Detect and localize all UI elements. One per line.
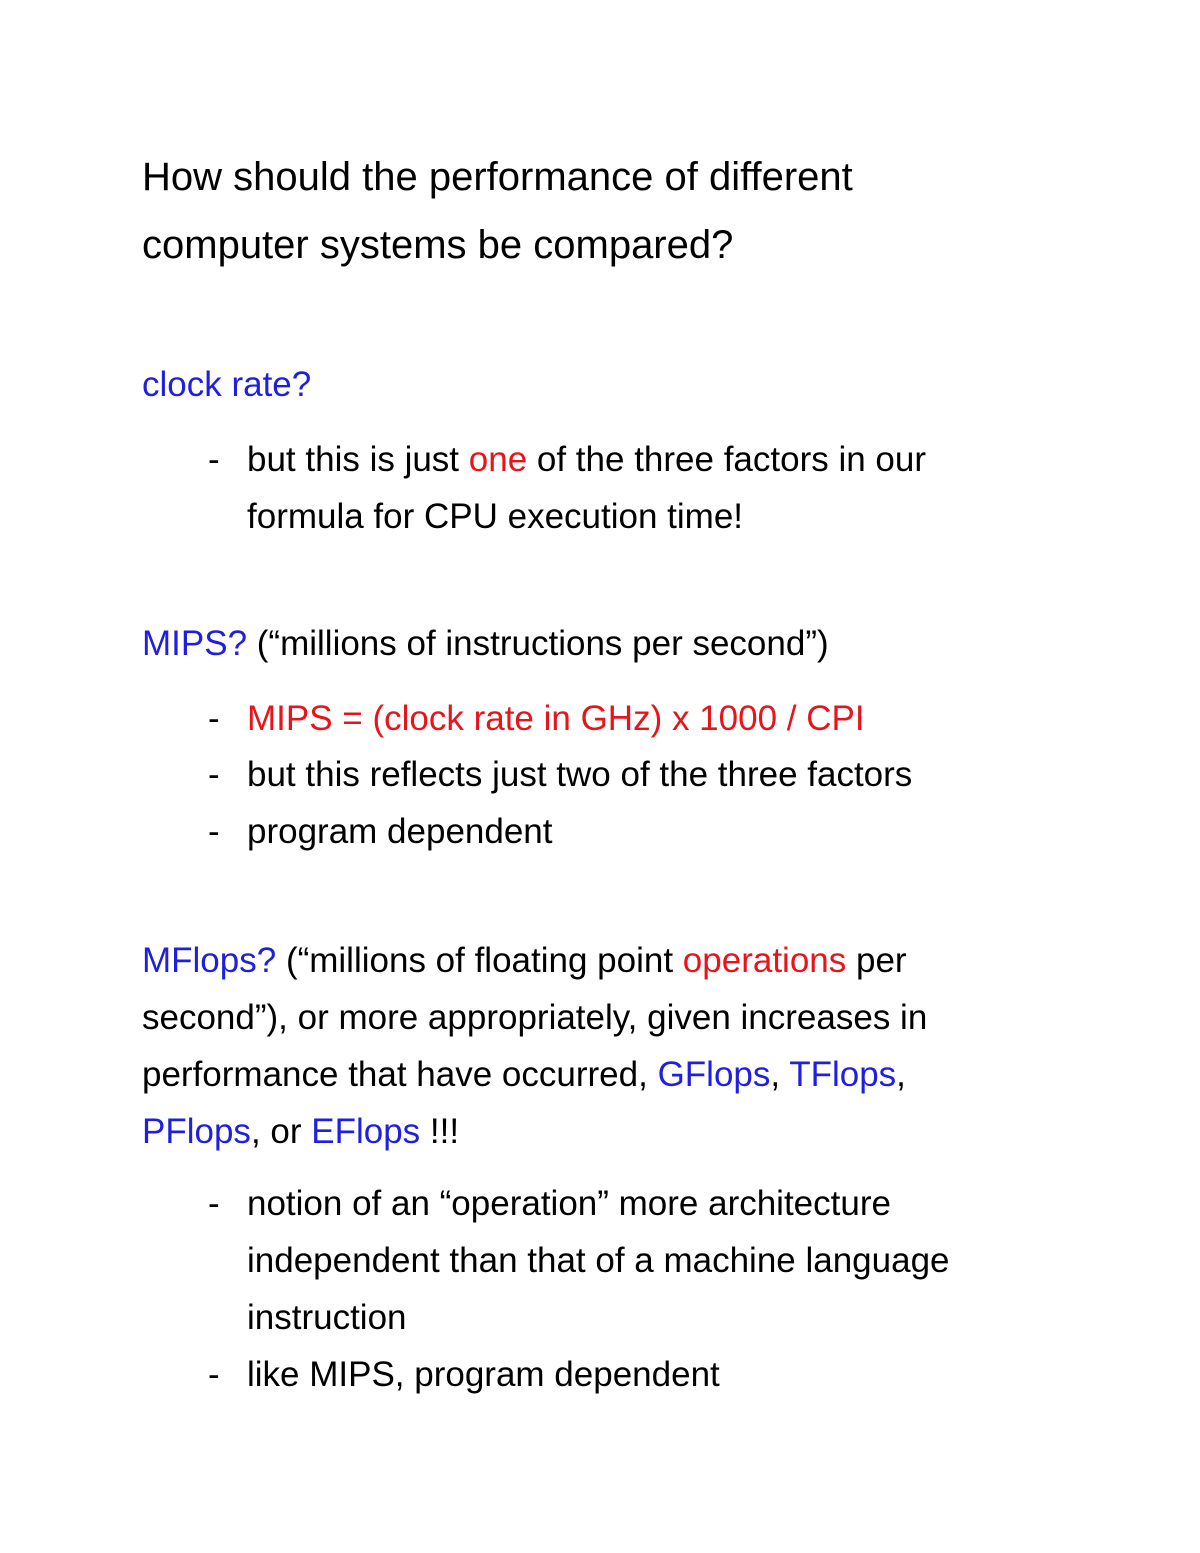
- mflops-bullet-1-text-2: independent than that of a machine language: [247, 1241, 950, 1280]
- gflops-keyword: GFlops: [657, 1055, 771, 1094]
- clock-bullet-text-line2: formula for CPU execution time!: [247, 497, 744, 536]
- mips-bullet-program-dependent: [247, 803, 553, 860]
- mips-bullet-factors: [247, 746, 912, 803]
- mips-heading-definition: (“millions of instructions per second”): [247, 624, 829, 663]
- mips-bullet-dash-1: -: [208, 699, 220, 738]
- mflops-text-3e: ,: [896, 1055, 906, 1094]
- mflops-paragraph-line-1: [142, 932, 907, 989]
- eflops-keyword: EFlops: [311, 1112, 421, 1151]
- clock-bullet-item-line-2: [247, 488, 743, 545]
- clock-bullet-text-c: of the three factors in our: [527, 440, 926, 479]
- clock-rate-heading-text: clock rate?: [142, 365, 312, 404]
- clock-rate-heading: [142, 356, 311, 413]
- mflops-bullet-1-text-3: instruction: [247, 1298, 407, 1337]
- mips-bullet-dash-3: -: [208, 812, 220, 851]
- mips-factors-text: but this reflects just two of the three factors: [247, 755, 913, 794]
- mflops-bullet-item-1-line-1: [247, 1175, 891, 1232]
- clock-bullet-text-a: but this is just: [247, 440, 469, 479]
- mflops-paragraph-line-3: [142, 1046, 906, 1103]
- pflops-keyword: PFlops: [142, 1112, 251, 1151]
- clock-bullet-emphasis-one: one: [468, 440, 528, 479]
- mips-heading: [142, 615, 829, 672]
- mips-program-dependent-text: program dependent: [247, 812, 553, 851]
- mflops-bullet-item-2: [247, 1346, 720, 1403]
- mflops-bullet-item-1-line-2: [247, 1232, 950, 1289]
- mflops-operations-emphasis: operations: [682, 941, 847, 980]
- mflops-bullet-dash-2: -: [208, 1355, 220, 1394]
- mflops-text-3c: ,: [770, 1055, 790, 1094]
- mips-heading-keyword: MIPS?: [142, 624, 248, 663]
- mflops-text-4d: !!!: [420, 1112, 460, 1151]
- mips-formula-text: MIPS = (clock rate in GHz) x 1000 / CPI: [247, 699, 865, 738]
- mips-bullet-formula: [247, 690, 865, 747]
- mflops-bullet-2-text: like MIPS, program dependent: [247, 1355, 720, 1394]
- mflops-text-3a: performance that have occurred,: [142, 1055, 658, 1094]
- mflops-bullet-1-text-1: notion of an “operation” more architecture: [247, 1184, 891, 1223]
- mflops-text-4b: , or: [250, 1112, 312, 1151]
- mflops-text-2: second”), or more appropriately, given increases in: [142, 998, 928, 1037]
- mflops-keyword: MFlops?: [142, 941, 277, 980]
- page-title-line-1: [142, 142, 853, 212]
- page-title-text-1: How should the performance of different: [142, 155, 853, 199]
- mflops-text-1b: (“millions of floating point: [276, 941, 683, 980]
- clock-bullet-dash: -: [208, 440, 220, 479]
- page-title-line-2: [142, 210, 733, 280]
- mflops-paragraph-line-2: [142, 989, 927, 1046]
- mflops-bullet-dash-1: -: [208, 1184, 220, 1223]
- mips-bullet-dash-2: -: [208, 755, 220, 794]
- page-title-text-2: computer systems be compared?: [142, 223, 734, 267]
- mflops-paragraph-line-4: [142, 1103, 459, 1160]
- mflops-text-1d: per: [846, 941, 907, 980]
- mflops-bullet-item-1-line-3: [247, 1289, 407, 1346]
- tflops-keyword: TFlops: [789, 1055, 897, 1094]
- clock-bullet-item-line-1: [247, 431, 926, 488]
